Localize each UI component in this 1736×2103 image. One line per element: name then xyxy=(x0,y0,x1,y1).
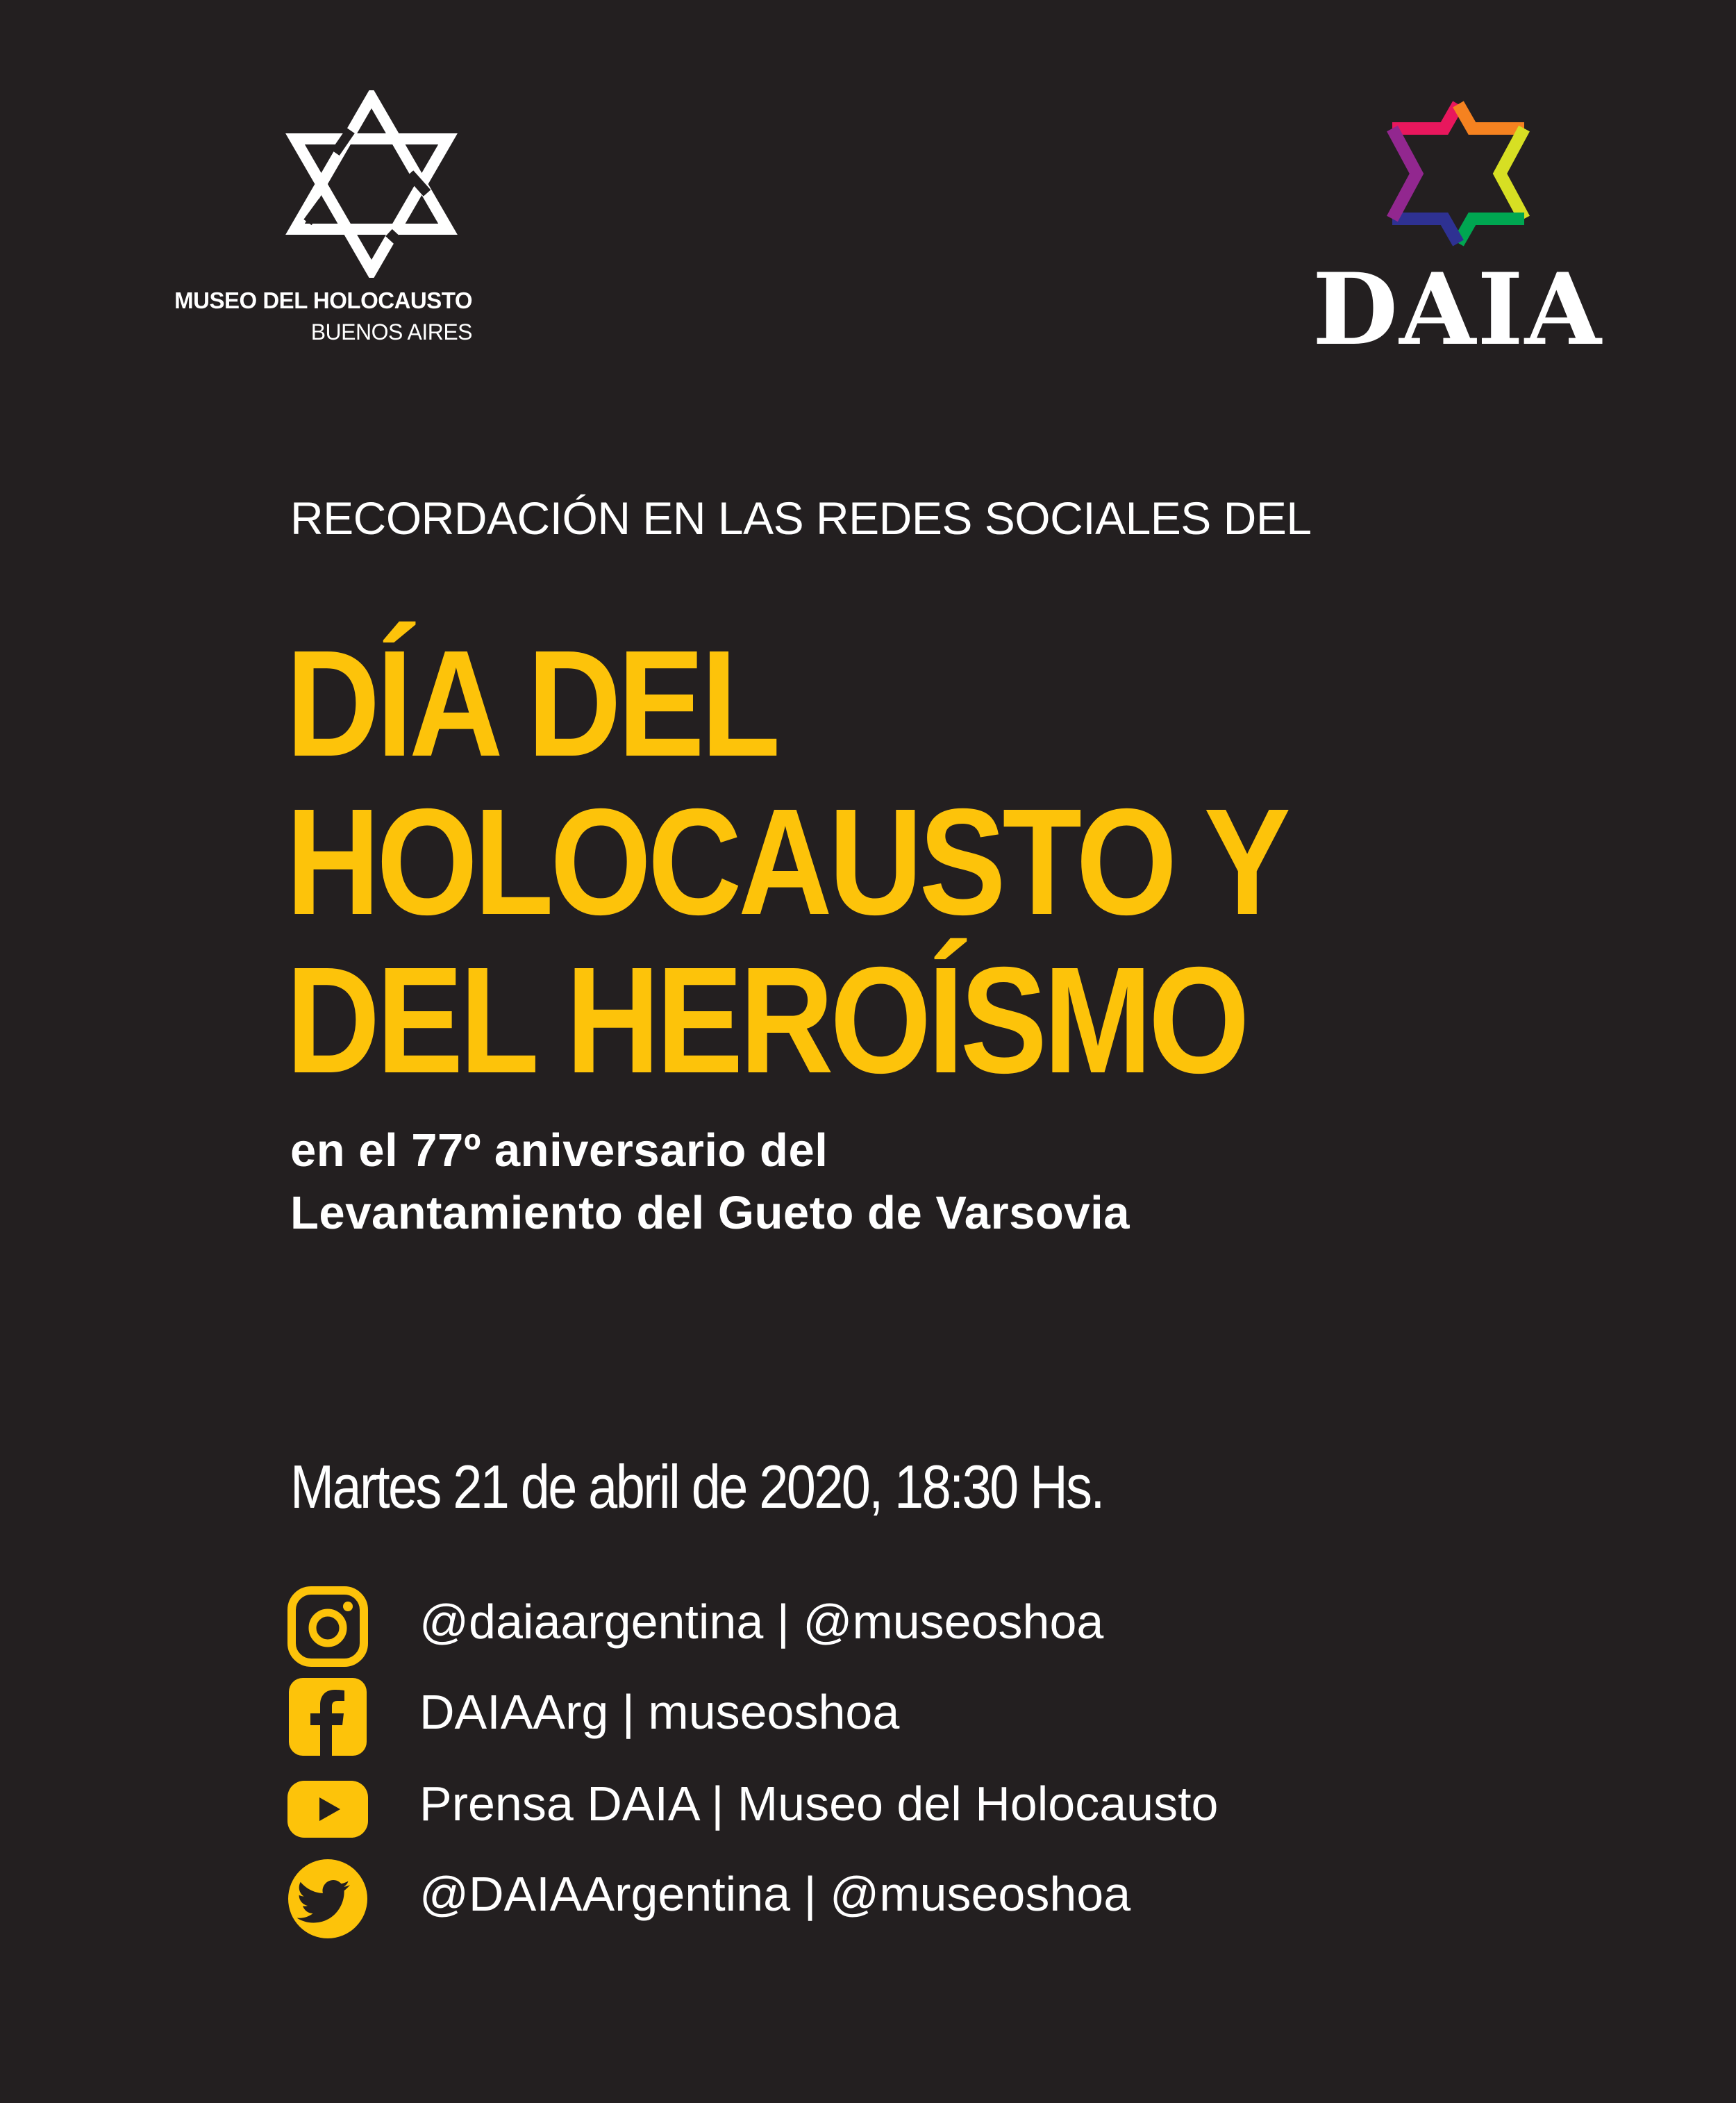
museo-city: BUENOS AIRES xyxy=(310,319,472,344)
daia-logo xyxy=(1305,90,1611,367)
facebook-icon xyxy=(286,1675,369,1759)
subtitle-line: Levantamiento del Gueto de Varsovia xyxy=(290,1187,1130,1239)
social-handle: @DAIAArgentina | @museoshoa xyxy=(419,1867,1131,1921)
social-row-twitter[interactable] xyxy=(286,1857,1605,1947)
subtitle xyxy=(290,1120,1130,1245)
instagram-icon xyxy=(286,1585,369,1668)
social-handle: Prensa DAIA | Museo del Holocausto xyxy=(419,1777,1219,1831)
social-handle: DAIAArg | museoshoa xyxy=(419,1685,900,1739)
museo-name: MUSEO DEL HOLOCAUSTO xyxy=(174,288,472,313)
social-row-facebook[interactable] xyxy=(286,1675,1605,1765)
title-line: HOLOCAUSTO Y xyxy=(286,778,1287,947)
museo-logo xyxy=(153,90,472,354)
event-date: Martes 21 de abril de 2020, 18:30 Hs. xyxy=(290,1452,1103,1521)
twitter-icon xyxy=(286,1857,369,1940)
social-handle: @daiaargentina | @museoshoa xyxy=(419,1595,1104,1649)
star-of-david-outline-icon xyxy=(267,90,476,278)
subtitle-line: en el 77º aniversario del xyxy=(290,1124,828,1177)
social-row-youtube[interactable] xyxy=(286,1767,1605,1857)
youtube-icon xyxy=(286,1767,369,1850)
page-title xyxy=(286,620,1301,1105)
title-line: DEL HEROÍSMO xyxy=(286,936,1246,1105)
rainbow-star-icon xyxy=(1371,90,1545,264)
daia-wordmark: DAIA xyxy=(1312,252,1603,367)
kicker: RECORDACIÓN EN LAS REDES SOCIALES DEL xyxy=(290,492,1312,544)
social-row-instagram[interactable] xyxy=(286,1585,1605,1675)
title-line: DÍA DEL xyxy=(286,620,777,788)
